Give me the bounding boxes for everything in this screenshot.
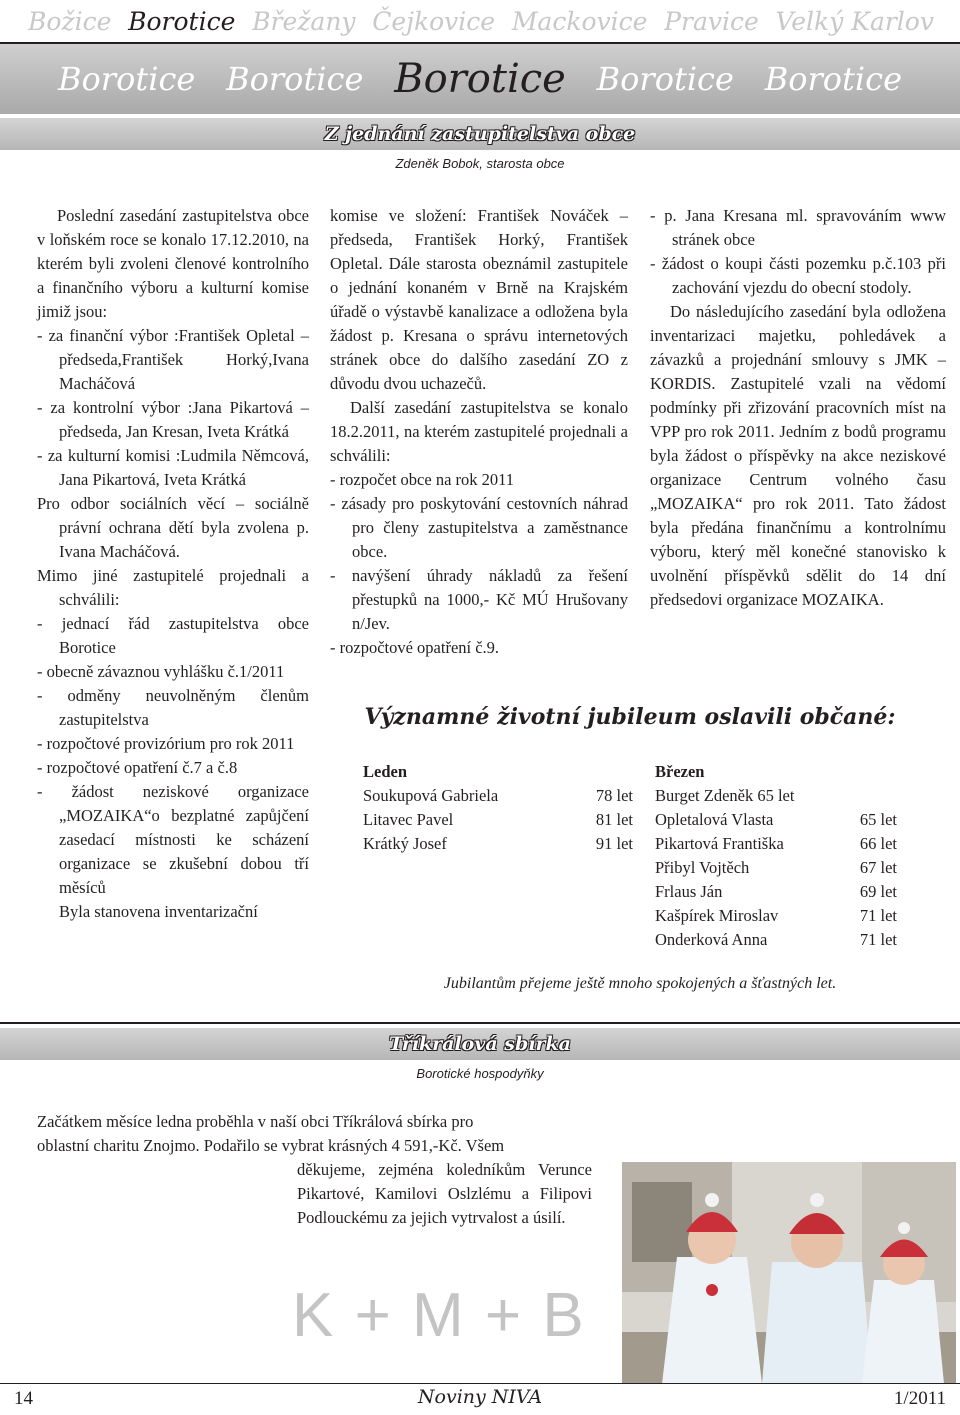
village-mackovice: Mackovice bbox=[511, 6, 648, 36]
list-item bbox=[363, 832, 633, 856]
jubilant-age: 71 let bbox=[859, 906, 897, 925]
village-pravice: Pravice bbox=[664, 6, 759, 36]
list-item: - rozpočtové opatření č.7 a č.8 bbox=[37, 758, 238, 777]
kmb-inscription: K + M + B bbox=[292, 1281, 586, 1350]
jubilee-wish: Jubilantům přejeme ještě mnoho spokojených a šťastných let. bbox=[443, 975, 837, 992]
section-title: Z jednání zastupitelstva obce bbox=[324, 123, 636, 145]
banner-word: Borotice bbox=[58, 60, 196, 98]
paragraph-line: oblastní charitu Znojmo. Podařilo se vybrat krásných 4 591,-Kč. Všem bbox=[37, 1136, 505, 1155]
jubilee-title: Významné životní jubileum oslavili občané: bbox=[364, 704, 896, 730]
list-item: - rozpočtové opatření č.9. bbox=[330, 638, 500, 657]
section-author: Borotické hospodyňky bbox=[416, 1066, 544, 1081]
month-heading: Leden bbox=[363, 762, 408, 781]
carolers-photo bbox=[622, 1162, 956, 1384]
jubilant-age: 67 let bbox=[859, 858, 897, 877]
month-heading: Březen bbox=[655, 762, 705, 781]
list-item bbox=[655, 832, 897, 856]
list-item: - za finanční výbor :František Opletal – předseda,František Horký,Ivana Macháčová bbox=[37, 326, 309, 393]
village-banner bbox=[0, 44, 960, 114]
list-item: - za kulturní komisi :Ludmila Němcová, Jana Pikartová, Iveta Krátká bbox=[37, 446, 309, 489]
section-author: Zdeněk Bobok, starosta obce bbox=[395, 156, 565, 171]
list-item: - zásady pro poskytování cestovních náhrad pro členy zastupitelstva a zaměstnance obce. bbox=[330, 494, 628, 561]
jubilant-age: 71 let bbox=[859, 930, 897, 949]
jubilee-march bbox=[655, 760, 897, 952]
list-item: - navýšení úhrady nákladů za řešení přestupků na 1000,- Kč MÚ Hrušovany n/Jev. bbox=[330, 566, 628, 633]
section-title: Tříkrálová sbírka bbox=[388, 1033, 571, 1055]
paragraph: Byla stanovena inventarizační bbox=[59, 902, 258, 921]
paragraph: Do následujícího zasedání byla odložena inventarizaci majetku, pohledávek a závazků a projednání smlouvy s JMK – KORDIS. Zastupitelé vzali na vědomí podmínky při zřizování pracovních míst na VPP pro rok 2011. Jedním z bodů programu byla žádost o příspěvky na akce neziskové organizace Centrum volného času „MOZAIKA“ pro rok 2011. Tato žádost byla předána finančnímu a kontrolnímu výboru, který měl konečné stanovisko k uvolnění příspěvků sdělit do 14 dní předsedovi organizace MOZAIKA. bbox=[650, 302, 946, 609]
paragraph: Poslední zasedání zastupitelstva obce v loňském roce se konalo 17.12.2010, na kterém byli zvoleni členové kontrolního a finančního výboru a kulturní komise jimiž jsou: bbox=[37, 206, 309, 321]
list-item bbox=[363, 808, 633, 832]
list-item bbox=[655, 808, 897, 832]
article-column-1 bbox=[37, 204, 309, 924]
paragraph: děkujeme, zejména koledníkům Verunce Pikartové, Kamilovi Oslzlému a Filipovi Podlouckému za jejich vytrvalost a úsilí. bbox=[297, 1160, 592, 1227]
footer-rule bbox=[0, 1383, 960, 1384]
jubilant-age: 81 let bbox=[595, 810, 633, 829]
list-item: - žádost neziskové organizace „MOZAIKA“o bezplatné zapůjčení zasedací místnosti ke scházení organizace se zkušební dobou tří měsíců bbox=[37, 782, 309, 897]
banner-word: Borotice bbox=[764, 60, 902, 98]
jubilant-name: Onderková Anna bbox=[655, 930, 768, 949]
page-number: 14 bbox=[14, 1388, 33, 1409]
jubilant-name: Kašpírek Miroslav bbox=[655, 906, 779, 925]
jubilant-age: 65 let bbox=[859, 810, 897, 829]
village-velky-karlov: Velký Karlov bbox=[775, 6, 934, 36]
list-item: - žádost o koupi části pozemku p.č.103 při zachování vjezdu do obecní stodoly. bbox=[650, 254, 946, 297]
banner-word: Borotice bbox=[596, 60, 734, 98]
paragraph-line: Začátkem měsíce ledna proběhla v naší obci Tříkrálová sbírka pro bbox=[37, 1112, 474, 1131]
paragraph: Mimo jiné zastupitelé projednali a schválili: bbox=[37, 566, 309, 609]
carolers-photo-image bbox=[622, 1162, 956, 1384]
issue-number: 1/2011 bbox=[893, 1388, 946, 1409]
jubilant-age: 78 let bbox=[595, 786, 633, 805]
village-borotice: Borotice bbox=[128, 6, 236, 36]
jubilant-name: Krátký Josef bbox=[363, 834, 447, 853]
section-council-heading bbox=[0, 118, 960, 171]
paragraph: Pro odbor sociálních věcí – sociálně právní ochrana dětí byla zvolena p. Ivana Macháčová. bbox=[37, 494, 309, 561]
list-item bbox=[363, 784, 633, 808]
list-item: - p. Jana Kresana ml. spravováním www stránek obce bbox=[650, 206, 946, 249]
jubilant-age: 69 let bbox=[859, 882, 897, 901]
list-item bbox=[655, 904, 897, 928]
section-collection-heading bbox=[0, 1028, 960, 1081]
list-item: - odměny neuvolněným členům zastupitelstva bbox=[37, 686, 309, 729]
village-cejkovice: Čejkovice bbox=[372, 6, 496, 36]
list-item: - jednací řád zastupitelstva obce Borotice bbox=[37, 614, 309, 657]
collection-text-rest bbox=[297, 1158, 592, 1230]
section-bar bbox=[0, 1028, 960, 1060]
section-divider bbox=[0, 1022, 960, 1024]
jubilant-name: Přibyl Vojtěch bbox=[655, 858, 750, 877]
jubilant-name: Frlaus Ján bbox=[655, 882, 723, 901]
village-brezany: Břežany bbox=[252, 6, 356, 36]
jubilant-name: Soukupová Gabriela bbox=[363, 786, 499, 805]
newspaper-name: Noviny NIVA bbox=[417, 1386, 543, 1408]
banner-word-main: Borotice bbox=[394, 56, 566, 102]
list-item bbox=[655, 928, 897, 952]
village-bozice: Božice bbox=[28, 6, 112, 36]
jubilant-name: Litavec Pavel bbox=[363, 810, 454, 829]
villages-nav bbox=[0, 0, 960, 42]
article-column-3 bbox=[650, 204, 946, 612]
collection-text-top bbox=[37, 1110, 597, 1158]
list-item bbox=[655, 880, 897, 904]
list-item: - rozpočtové provizórium pro rok 2011 bbox=[37, 734, 295, 753]
list-item: - obecně závaznou vyhlášku č.1/2011 bbox=[37, 662, 285, 681]
jubilee-january bbox=[363, 760, 633, 856]
list-item: - rozpočet obce na rok 2011 bbox=[330, 470, 515, 489]
jubilant-age: 91 let bbox=[595, 834, 633, 853]
jubilant-name: Pikartová Františka bbox=[655, 834, 784, 853]
paragraph: komise ve složení: František Nováček – předseda, František Horký, František Opletal. Dále starosta obeznámil zastupitele o jednání konaném v Brně na Krajském úřadě o výstavbě kanalizace a odložena byla žádost p. Kresana o správu internetových stránek obce do dalšího zasedání ZO z důvodu dvou uchazečů. bbox=[330, 206, 628, 393]
jubilant-name: Opletalová Vlasta bbox=[655, 810, 774, 829]
jubilant-age: 66 let bbox=[859, 834, 897, 853]
list-item: - za kontrolní výbor :Jana Pikartová – předseda, Jan Kresan, Iveta Krátká bbox=[37, 398, 309, 441]
section-bar bbox=[0, 118, 960, 150]
list-item: Burget Zdeněk 65 let bbox=[655, 786, 795, 805]
banner-word: Borotice bbox=[226, 60, 364, 98]
article-column-2 bbox=[330, 204, 628, 660]
paragraph: Další zasedání zastupitelstva se konalo 18.2.2011, na kterém zastupitelé projednali a schválili: bbox=[330, 398, 628, 465]
list-item bbox=[655, 856, 897, 880]
